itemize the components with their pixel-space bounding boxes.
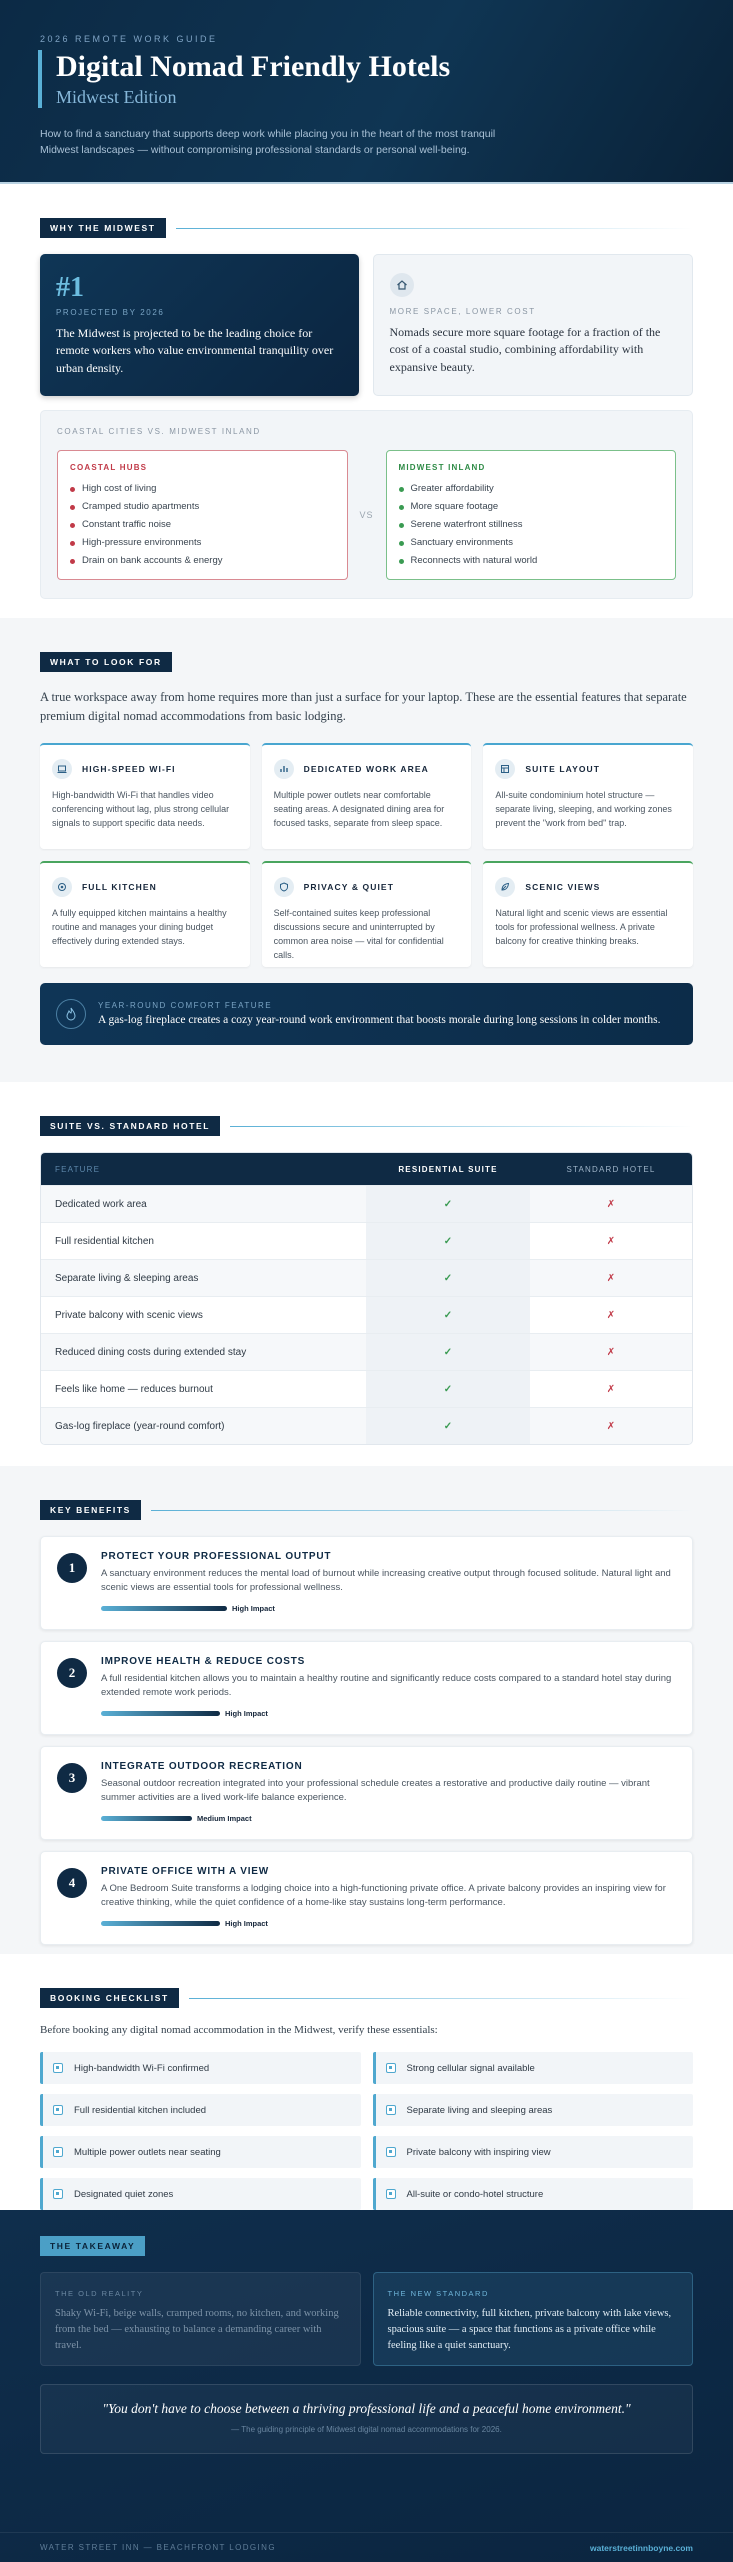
suite-check-icon: ✓ xyxy=(366,1334,530,1370)
row-feature: Full residential kitchen xyxy=(55,1235,154,1247)
what-to-look-for-section xyxy=(0,618,733,1082)
suite-vs-standard-section xyxy=(0,1082,733,1466)
comparison-kicker: COASTAL CITIES VS. MIDWEST INLAND xyxy=(57,427,261,436)
layout-icon xyxy=(495,759,515,779)
section-tag: WHY THE MIDWEST xyxy=(40,218,166,238)
quote-box xyxy=(40,2384,693,2454)
checkbox-icon[interactable] xyxy=(53,2147,63,2157)
tag-rule xyxy=(230,1126,693,1127)
checklist-item[interactable] xyxy=(373,2178,694,2210)
checkbox-icon[interactable] xyxy=(386,2105,396,2115)
page-title: Digital Nomad Friendly Hotels xyxy=(56,50,451,83)
banner-kicker: YEAR-ROUND COMFORT FEATURE xyxy=(98,1001,273,1011)
checklist-item[interactable] xyxy=(40,2052,361,2084)
banner-text: A gas-log fireplace creates a cozy year-round work environment that boosts morale during long sessions in colder months. xyxy=(98,1014,661,1027)
benefit-card xyxy=(40,1746,693,1840)
benefit-title: PROTECT YOUR PROFESSIONAL OUTPUT xyxy=(101,1551,332,1562)
tag-rule xyxy=(176,228,693,229)
impact-bar xyxy=(101,1606,227,1611)
checklist-item[interactable] xyxy=(40,2178,361,2210)
home-icon xyxy=(390,273,414,297)
feature-text: All-suite condominium hotel structure — separate living, sleeping, and working zones prevent the "work from bed" trap. xyxy=(495,789,672,828)
checkbox-icon[interactable] xyxy=(386,2063,396,2073)
standard-cross-icon: ✗ xyxy=(606,1235,616,1247)
section-tag: THE TAKEAWAY xyxy=(40,2236,145,2256)
feature-text: Multiple power outlets near comfortable seating areas. A designated dining area for focused tasks, separate from sleep space. xyxy=(273,789,445,828)
coastal-title: COASTAL HUBS xyxy=(70,463,148,472)
page-footer xyxy=(0,2532,733,2562)
table-row xyxy=(41,1222,692,1259)
space-label: MORE SPACE, LOWER COST xyxy=(389,307,536,316)
footer-website-link[interactable]: waterstreetinnboyne.com xyxy=(590,2542,693,2553)
laptop-icon xyxy=(52,759,72,779)
table-row xyxy=(41,1296,692,1333)
list-item: Reconnects with natural world xyxy=(399,552,664,570)
standard-cross-icon: ✗ xyxy=(606,1272,616,1284)
booking-checklist-section xyxy=(0,1954,733,2210)
takeaway-section xyxy=(0,2210,733,2562)
kitchen-icon xyxy=(52,877,72,897)
list-item: Sanctuary environments xyxy=(399,534,664,552)
hero-header xyxy=(0,0,733,182)
feature-title: SUITE LAYOUT xyxy=(525,763,601,774)
table-row xyxy=(41,1370,692,1407)
tag-rule xyxy=(151,1510,693,1511)
impact-bar xyxy=(101,1816,192,1821)
checkbox-icon[interactable] xyxy=(53,2105,63,2115)
table-row xyxy=(41,1407,692,1444)
checklist-label: Designated quiet zones xyxy=(74,2188,174,2200)
coastal-hubs-card xyxy=(57,450,348,580)
row-feature: Private balcony with scenic views xyxy=(55,1309,203,1321)
suite-check-icon: ✓ xyxy=(366,1260,530,1296)
table-row xyxy=(41,1259,692,1296)
standard-cross-icon: ✗ xyxy=(606,1383,616,1395)
feature-text: Natural light and scenic views are essential tools for professional wellness. A private balcony for creative thinking breaks. xyxy=(495,907,668,946)
feature-title: PRIVACY & QUIET xyxy=(303,881,394,892)
stat-number: #1 xyxy=(56,272,84,303)
hero-description: How to find a sanctuary that supports deep work while placing you in the heart of the most tranquil Midwest landscapes — without compromising professional standards or personal well-being. xyxy=(40,128,496,157)
feature-card-kitchen xyxy=(40,861,250,967)
checklist-label: Strong cellular signal available xyxy=(406,2062,535,2074)
leaf-icon xyxy=(495,877,515,897)
new-standard-card xyxy=(373,2272,694,2366)
feature-text: Self-contained suites keep professional discussions secure and uninterrupted by common area noise — vital for confidential calls. xyxy=(273,907,444,960)
table-row xyxy=(41,1185,692,1222)
space-card xyxy=(373,254,694,396)
feature-card-suite-layout xyxy=(483,743,693,849)
benefit-number: 4 xyxy=(57,1868,87,1898)
section-tag: WHAT TO LOOK FOR xyxy=(40,652,172,672)
feature-title: HIGH-SPEED WI-FI xyxy=(82,763,176,774)
suite-check-icon: ✓ xyxy=(366,1408,530,1444)
hero-title-group xyxy=(38,50,693,108)
quote-text: "You don't have to choose between a thriving professional life and a peaceful home environment." xyxy=(102,2401,631,2416)
list-item: More square footage xyxy=(399,498,664,516)
coastal-list xyxy=(70,480,335,570)
flame-icon xyxy=(56,999,86,1029)
section-tag: BOOKING CHECKLIST xyxy=(40,1988,179,2008)
checklist-label: Private balcony with inspiring view xyxy=(406,2146,551,2158)
list-item: Drain on bank accounts & energy xyxy=(70,552,335,570)
checklist-item[interactable] xyxy=(373,2052,694,2084)
hero-kicker: 2026 REMOTE WORK GUIDE xyxy=(40,34,218,44)
benefit-number: 1 xyxy=(57,1553,87,1583)
inland-list xyxy=(399,480,664,570)
inland-title: MIDWEST INLAND xyxy=(398,463,486,472)
table-row xyxy=(41,1333,692,1370)
fireplace-banner xyxy=(40,983,693,1045)
benefit-title: PRIVATE OFFICE WITH A VIEW xyxy=(101,1866,270,1877)
quote-citation: — The guiding principle of Midwest digital nomad accommodations for 2026. xyxy=(231,2425,502,2434)
page-subtitle: Midwest Edition xyxy=(56,87,177,107)
row-feature: Reduced dining costs during extended stay xyxy=(55,1346,247,1358)
suite-check-icon: ✓ xyxy=(366,1371,530,1407)
header-suite: RESIDENTIAL SUITE xyxy=(398,1164,498,1174)
checklist-label: All-suite or condo-hotel structure xyxy=(406,2188,544,2200)
comparison-panel xyxy=(40,410,693,599)
list-item: Cramped studio apartments xyxy=(70,498,335,516)
shield-icon xyxy=(274,877,294,897)
feature-text: High-bandwidth Wi-Fi that handles video conferencing without lag, plus strong cellular signals to support specific data needs. xyxy=(52,789,230,828)
row-feature: Separate living & sleeping areas xyxy=(55,1272,199,1284)
tag-rule xyxy=(189,1998,693,1999)
row-feature: Feels like home — reduces burnout xyxy=(55,1383,213,1395)
feature-card-work-area xyxy=(262,743,472,849)
feature-title: FULL KITCHEN xyxy=(82,881,157,892)
suite-check-icon: ✓ xyxy=(366,1223,530,1259)
benefit-number: 3 xyxy=(57,1763,87,1793)
row-feature: Gas-log fireplace (year-round comfort) xyxy=(55,1420,225,1432)
benefit-card xyxy=(40,1641,693,1735)
key-benefits-section xyxy=(0,1466,733,1954)
old-reality-card xyxy=(40,2272,361,2366)
stat-text: The Midwest is projected to be the leading choice for remote workers who value environmental tranquility over urban density. xyxy=(56,326,334,375)
table-header xyxy=(41,1153,692,1185)
standard-cross-icon: ✗ xyxy=(606,1346,616,1358)
checklist-item[interactable] xyxy=(373,2136,694,2168)
benefit-title: IMPROVE HEALTH & REDUCE COSTS xyxy=(101,1656,306,1667)
list-item: High-pressure environments xyxy=(70,534,335,552)
midwest-inland-card xyxy=(386,450,677,580)
checklist-label: Full residential kitchen included xyxy=(74,2104,207,2116)
checklist-item[interactable] xyxy=(40,2136,361,2168)
new-standard-text: Reliable connectivity, full kitchen, private balcony with lake views, spacious suite — a space that functions as a private office while feeling like a quiet sanctuary. xyxy=(387,2308,672,2351)
checklist-label: Separate living and sleeping areas xyxy=(406,2104,553,2116)
impact-label: Medium Impact xyxy=(197,1813,252,1823)
suite-check-icon: ✓ xyxy=(366,1186,530,1222)
feature-card-privacy xyxy=(262,861,472,967)
feature-card-scenic-views xyxy=(483,861,693,967)
impact-bar xyxy=(101,1921,220,1926)
benefit-card xyxy=(40,1536,693,1630)
impact-bar xyxy=(101,1711,220,1716)
checklist-label: Multiple power outlets near seating xyxy=(74,2146,221,2158)
suite-check-icon: ✓ xyxy=(366,1297,530,1333)
vs-label: VS xyxy=(359,510,374,520)
list-item: Constant traffic noise xyxy=(70,516,335,534)
stat-label: PROJECTED BY 2026 xyxy=(56,308,165,317)
checkbox-icon[interactable] xyxy=(53,2189,63,2199)
checklist-intro: Before booking any digital nomad accommodation in the Midwest, verify these essentials: xyxy=(40,2024,438,2036)
benefit-text: A One Bedroom Suite transforms a lodging choice into a high-functioning private office. A private balcony provides an inspiring view for creative thinking, while the quiet confidence of a home-like stay sustains long-term performance. xyxy=(101,1883,666,1909)
header-standard: STANDARD HOTEL xyxy=(566,1164,656,1174)
feature-title: DEDICATED WORK AREA xyxy=(303,763,429,774)
list-item: Serene waterfront stillness xyxy=(399,516,664,534)
impact-label: High Impact xyxy=(225,1708,268,1718)
checklist-label: High-bandwidth Wi-Fi confirmed xyxy=(74,2062,210,2074)
standard-cross-icon: ✗ xyxy=(606,1420,616,1432)
benefit-text: A sanctuary environment reduces the mental load of burnout while increasing creative output through focused solitude. Natural light and scenic views are essential tools for professional wellness. xyxy=(101,1568,671,1594)
look-intro: A true workspace away from home requires more than just a surface for your laptop. These are the essential features that separate premium digital nomad accommodations from basic lodging. xyxy=(40,690,687,724)
list-item: Greater affordability xyxy=(399,480,664,498)
benefit-title: INTEGRATE OUTDOOR RECREATION xyxy=(101,1761,303,1772)
stat-card xyxy=(40,254,359,396)
space-text: Nomads secure more square footage for a fraction of the cost of a coastal studio, combining affordability with expansive beauty. xyxy=(389,325,661,374)
feature-card-wifi xyxy=(40,743,250,849)
header-feature: FEATURE xyxy=(55,1164,101,1174)
section-tag: KEY BENEFITS xyxy=(40,1500,141,1520)
benefit-text: A full residential kitchen allows you to maintain a healthy routine and significantly reduce costs compared to a standard hotel stay during extended remote work periods. xyxy=(101,1673,672,1699)
footer-brand: WATER STREET INN — BEACHFRONT LODGING xyxy=(40,2543,276,2552)
section-tag: SUITE VS. STANDARD HOTEL xyxy=(40,1116,220,1136)
old-reality-label: THE OLD REALITY xyxy=(55,2289,144,2298)
why-midwest-section xyxy=(0,184,733,618)
chart-icon xyxy=(274,759,294,779)
standard-cross-icon: ✗ xyxy=(606,1198,616,1210)
impact-label: High Impact xyxy=(225,1918,268,1928)
benefit-card xyxy=(40,1851,693,1945)
feature-text: A fully equipped kitchen maintains a healthy routine and manages your dining budget effectively during extended stays. xyxy=(52,907,227,946)
row-feature: Dedicated work area xyxy=(55,1198,147,1210)
comparison-table xyxy=(40,1152,693,1445)
checklist-item[interactable] xyxy=(40,2094,361,2126)
checkbox-icon[interactable] xyxy=(53,2063,63,2073)
checklist-item[interactable] xyxy=(373,2094,694,2126)
new-standard-label: THE NEW STANDARD xyxy=(387,2289,489,2298)
benefit-text: Seasonal outdoor recreation integrated into your professional schedule creates a restorative and productive daily routine — vibrant summer activities are a lived work-life balance experience. xyxy=(101,1778,650,1804)
standard-cross-icon: ✗ xyxy=(606,1309,616,1321)
impact-label: High Impact xyxy=(232,1603,275,1613)
old-reality-text: Shaky Wi-Fi, beige walls, cramped rooms, no kitchen, and working from the bed — exhausting to balance a demanding career with travel. xyxy=(55,2308,339,2351)
benefit-number: 2 xyxy=(57,1658,87,1688)
feature-title: SCENIC VIEWS xyxy=(525,881,601,892)
checkbox-icon[interactable] xyxy=(386,2189,396,2199)
list-item: High cost of living xyxy=(70,480,335,498)
checkbox-icon[interactable] xyxy=(386,2147,396,2157)
